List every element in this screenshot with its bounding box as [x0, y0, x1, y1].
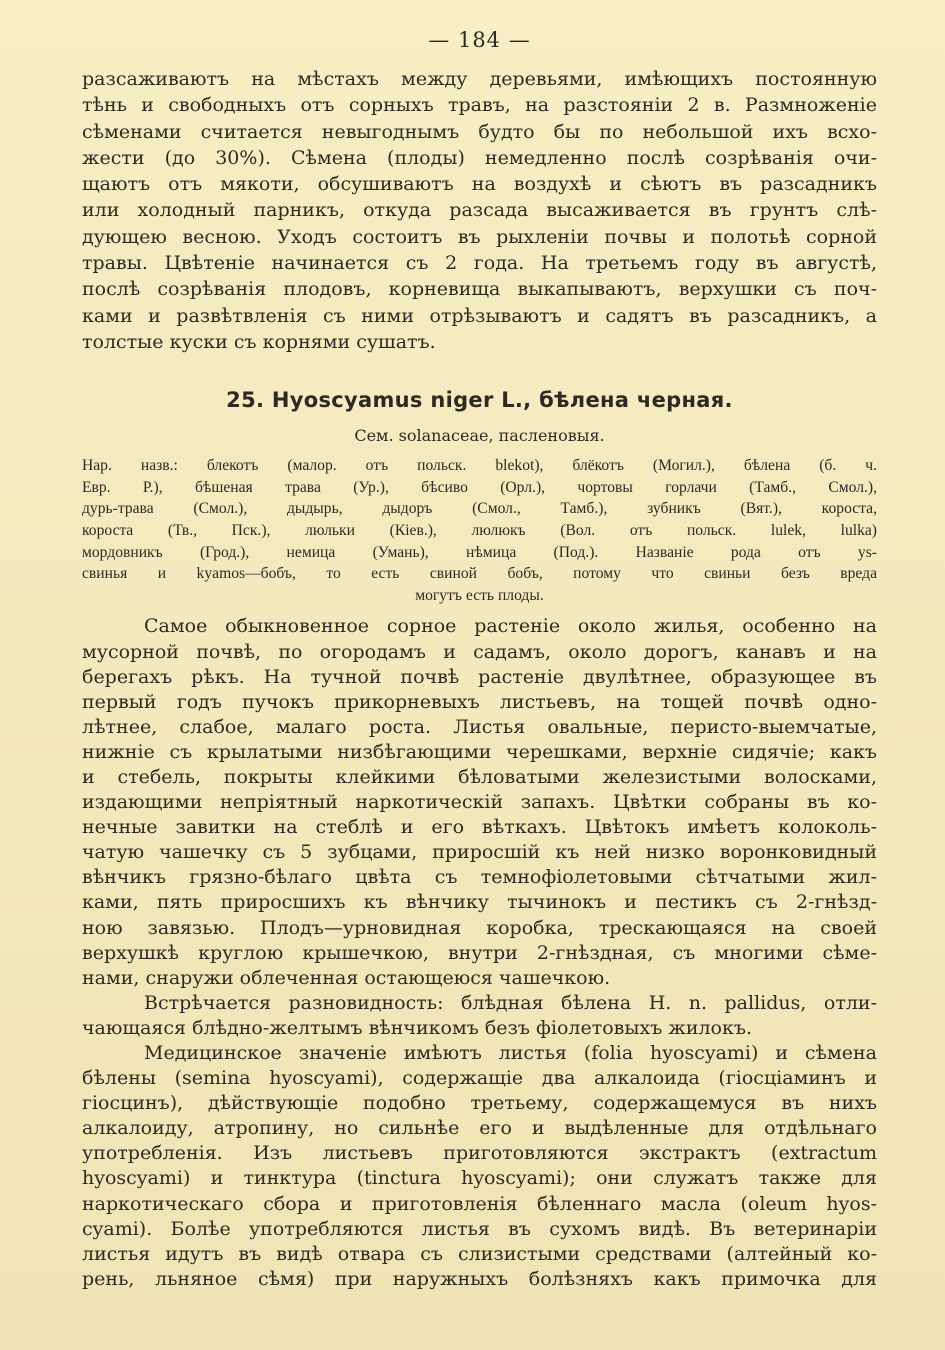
- names-line: свинья и kyamos—бобъ, то есть свиной бобъ, потому что свиньи безъ вреда: [82, 565, 877, 583]
- text-line: нами, снаружи облеченная остающеюся чашечкою.: [82, 966, 611, 989]
- text-line: нечные завитки на стеблѣ и его вѣткахъ. Цвѣтокъ имѣетъ колоколь-: [82, 816, 877, 839]
- text-line: гіосцинъ), дѣйствующіе подобно третьему, содержащемуся въ нихъ: [82, 1092, 877, 1115]
- text-line: ками, пять приросшихъ къ вѣнчику тычинокъ и пестикъ съ 2-гнѣзд-: [82, 891, 877, 914]
- text-line: бѣлены (semina hyoscyami), содержащіе два алкалоида (гіосціаминъ и: [82, 1067, 877, 1090]
- names-line: могутъ есть плоды.: [415, 586, 544, 604]
- text-line: берегахъ рѣкъ. На тучной почвѣ растеніе двулѣтнее, образующее въ: [82, 665, 877, 688]
- text-line: hyoscyami) и тинктура (tinctura hyoscyami); они служатъ также для: [82, 1167, 877, 1190]
- text-line: жести (до 30%). Сѣмена (плоды) немедленно послѣ созрѣванія очи-: [82, 146, 877, 169]
- text-line: чающаяся блѣдно-желтымъ вѣнчикомъ безъ фіолетовыхъ жилокъ.: [82, 1016, 753, 1039]
- names-line: мордовникъ (Грод.), немица (Умань), нѣмица (Под.). Названіе рода отъ ys-: [82, 543, 877, 561]
- text-line: нижніе съ крылатыми низбѣгающими черешками, верхніе сидячіе; какъ: [82, 740, 877, 763]
- text-line: щаютъ отъ мякоти, обсушиваютъ на воздухѣ и сѣютъ въ разсадникъ: [82, 173, 877, 196]
- text-line: cyami). Болѣе употребляются листья въ сухомъ видѣ. Въ ветеринаріи: [82, 1217, 877, 1240]
- text-line: разсаживаютъ на мѣстахъ между деревьями, имѣющихъ постоянную: [82, 68, 877, 90]
- folk-names-block: [82, 455, 877, 606]
- text-line: чатую чашечку съ 5 зубцами, приросшій къ ней низко воронковидный: [82, 841, 877, 864]
- text-line: вѣнчикъ грязно-бѣлаго цвѣта съ темнофіолетовыми сѣтчатыми жил-: [82, 866, 877, 889]
- names-line: дурь-трава (Смол.), дыдырь, дыдоръ (Смол., Тамб.), зубникъ (Вят.), короста,: [82, 500, 877, 518]
- text-line: ками и развѣтвленія съ ними отрѣзываютъ и садятъ въ разсадникъ, а: [82, 304, 877, 327]
- page-number: — 184 —: [428, 28, 531, 52]
- names-line: коростa (Тв., Пск.), люльки (Кіев.), люлюкъ (Вол. отъ польск. lulek, lulka): [82, 522, 877, 540]
- text-line: рень, льняное сѣмя) при наружныхъ болѣзняхъ какъ примочка для: [82, 1267, 877, 1290]
- text-line: толстые куски съ корнями сушатъ.: [82, 330, 436, 353]
- text-line: мусорной почвѣ, по огородамъ и садамъ, около дорогъ, канавъ и на: [82, 640, 877, 663]
- text-line: Самое обыкновенное сорное растеніе около жилья, особенно на: [144, 615, 877, 638]
- names-line: Нар. назв.: блекотъ (малор. отъ польск. blekot), блёкотъ (Могил.), бѣлена (б. ч.: [82, 457, 877, 475]
- paragraph-cultivation: [82, 66, 877, 355]
- paragraph-description: [82, 614, 877, 1292]
- text-line: Встрѣчается разновидность: блѣдная бѣлена H. n. pallidus, отли-: [144, 991, 877, 1014]
- text-line: тѣнь и свободныхъ отъ сорныхъ травъ, на разстояніи 2 в. Размноженіе: [82, 94, 877, 117]
- text-line: употребленія. Изъ листьевъ приготовляются экстрактъ (extractum: [82, 1142, 877, 1165]
- text-line: алкалоиду, атропину, но сильнѣе его и выдѣленные для отдѣльнаго: [82, 1117, 877, 1140]
- text-line: наркотическаго сбора и приготовленія бѣленнаго масла (oleum hyos-: [82, 1192, 877, 1215]
- family-subtitle: Сем. solanaceae, пасленовыя.: [354, 426, 605, 446]
- text-line: Медицинское значеніе имѣютъ листья (folia hyoscyami) и сѣмена: [144, 1042, 877, 1065]
- text-line: первый годъ пучокъ прикорневыхъ листьевъ, на тощей почвѣ одно-: [82, 690, 877, 713]
- text-line: листья идутъ въ видѣ отвара съ слизистыми средствами (алтейный ко-: [82, 1242, 877, 1265]
- text-line: верхушкѣ круглою крышечкою, внутри 2-гнѣздная, съ многими сѣме-: [82, 941, 877, 964]
- section-heading: 25. Hyoscyamus niger L., бѣлена черная.: [226, 388, 733, 413]
- text-line: ною завязью. Плодъ—урновидная коробка, трескающаяся на своей: [82, 916, 877, 939]
- text-line: лѣтнее, слабое, малаго роста. Листья овальные, перисто-выемчатые,: [82, 715, 877, 738]
- text-line: и стебель, покрыты клейкими бѣловатыми железистыми волосками,: [82, 765, 877, 788]
- text-line: издающими непріятный наркотическій запахъ. Цвѣтки собраны въ ко-: [82, 791, 877, 814]
- text-line: дующею весною. Уходъ состоитъ въ рыхленіи почвы и полотьѣ сорной: [82, 225, 877, 248]
- text-line: послѣ созрѣванія плодовъ, корневища выкапываютъ, верхушки съ поч-: [82, 278, 877, 301]
- text-line: сѣменами считается невыгоднымъ будто бы по небольшой ихъ всхо-: [82, 120, 877, 143]
- text-line: травы. Цвѣтеніе начинается съ 2 года. На третьемъ году въ августѣ,: [82, 252, 877, 275]
- text-line: или холодный парникъ, откуда разсада высаживается въ грунтъ слѣ-: [82, 199, 877, 222]
- names-line: Евр. Р.), бѣшеная трава (Ур.), бѣсиво (Орл.), чортовы горлачи (Тамб., Смол.),: [82, 478, 877, 496]
